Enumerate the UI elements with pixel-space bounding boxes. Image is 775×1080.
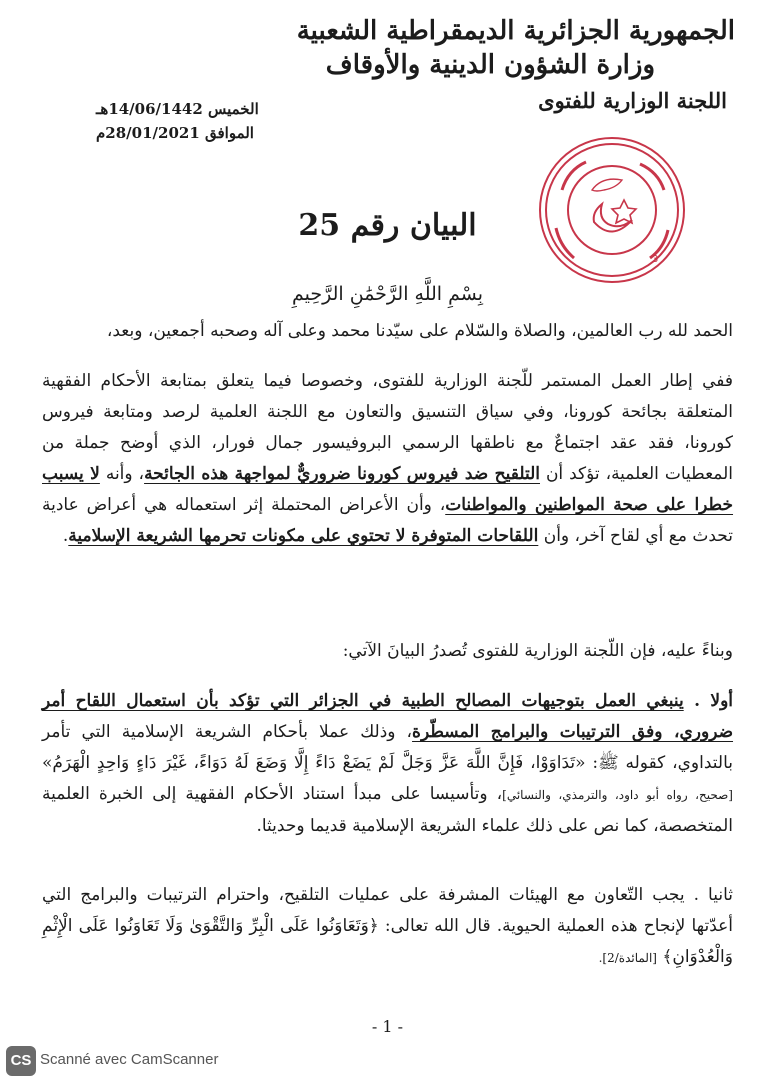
ministry-heading: وزارة الشؤون الدينية والأوقاف — [325, 50, 655, 80]
committee-name: اللجنة الوزارية للفتوى — [538, 88, 727, 113]
second-ruling — [42, 880, 733, 974]
vaccine-necessity-statement: التلقيح ضد فيروس كورونا ضروريٌّ لمواجهة هذه الجائحة — [144, 464, 540, 484]
second-ruling-text: ثانيا . يجب التّعاون مع الهيئات المشرفة على عمليات التلقيح، واحترام الترتيبات والبرامج التي أعدّتها لإنجاح هذه العملية الحيوية. قال الله تعالى: ﴿وَتَعَاوَنُوا عَلَى الْبِرِّ وَالتَّقْوَىٰ وَلَا تَعَاوَنُوا عَلَى الْإِثْمِ وَالْعُدْوَانِ﴾ — [42, 885, 733, 967]
first-ruling — [42, 686, 733, 842]
first-ruling-label: أولا . — [683, 691, 734, 711]
first-ruling-text-1: ، وذلك عملا بأحكام الشريعة الإسلامية التي تأمر بالتداوي، كقوله ﷺ: «تَدَاوَوْا، فَإِنَّ اللَّهَ عَزَّ وَجَلَّ لَمْ يَضَعْ دَاءً إِلَّا وَضَعَ لَهُ دَوَاءً، غَيْرَ دَاءٍ وَاحِدٍ الْهَرَمُ» — [42, 722, 733, 773]
first-ruling-text-2: ، وتأسيسا على مبدأ استناد الأحكام الفقهية إلى الخبرة العلمية المتخصصة، كما نص على ذلك علماء الشريعة الإسلامية قديما وحديثا. — [42, 784, 733, 836]
seal-number: 3 — [652, 254, 659, 265]
context-text-4: . — [62, 526, 69, 546]
statement-title: البيان رقم 25 — [298, 208, 477, 243]
vaccine-halal-statement: اللقاحات المتوفرة لا تحتوي على مكونات تحرمها الشريعة الإسلامية — [68, 526, 539, 546]
date-gregorian: الموافق 28/01/2021م — [96, 124, 254, 142]
scanner-watermark: Scanné avec CamScanner — [40, 1051, 219, 1068]
context-paragraph — [42, 366, 733, 552]
basmala: بِسْمِ اللَّهِ الرَّحْمَٰنِ الرَّحِيمِ — [292, 283, 483, 305]
camscanner-logo-icon: CS — [6, 1046, 36, 1076]
context-text-2: ، وأنه — [99, 464, 145, 484]
quran-citation: [المائدة/2]. — [598, 951, 657, 965]
vaccine-safety-statement: لا يسبب خطرا على صحة المواطنين والمواطنات — [42, 464, 734, 515]
first-ruling-main: ينبغي العمل بتوجيهات المصالح الطبية في الجزائر التي تؤكد بأن استعمال اللقاح أمر ضروري، وفق الترتيبات والبرامج المسطّرة — [42, 691, 734, 742]
context-text-3: ، وأن الأعراض المحتملة إثر استعماله هي أعراض عادية تحدث مع أي لقاح آخر، وأن — [42, 495, 733, 546]
date-hijri: الخميس 14/06/1442هـ — [96, 100, 259, 118]
context-text-1: ففي إطار العمل المستمر للّجنة الوزارية للفتوى، وخصوصا فيما يتعلق بمتابعة الأحكام الفقهية المتعلقة بجائحة كورونا، وفي سياق التنسيق والتعاون مع اللجنة العلمية لرصد ومتابعة فيروس كورونا، فقد عقد اجتماعٌ مع ناطقها الرسمي البروفيسور جمال فورار، الذي أوضح جملة من المعطيات العلمية، تؤكد أن — [42, 371, 734, 484]
republic-heading: الجمهورية الجزائرية الديمقراطية الشعبية — [296, 16, 735, 46]
intro-paragraph: وبناءً عليه، فإن اللّجنة الوزارية للفتوى تُصدرُ البيانَ الآتي: — [342, 641, 733, 661]
page-number: - 1 - — [371, 1017, 404, 1036]
opening-paragraph: الحمد لله رب العالمين، والصلاة والسّلام على سيّدنا محمد وعلى آله وصحبه أجمعين، وبعد، — [106, 321, 733, 341]
hadith-citation: [صحيح، رواه أبو داود، والترمذي، والنسائي] — [502, 788, 733, 802]
